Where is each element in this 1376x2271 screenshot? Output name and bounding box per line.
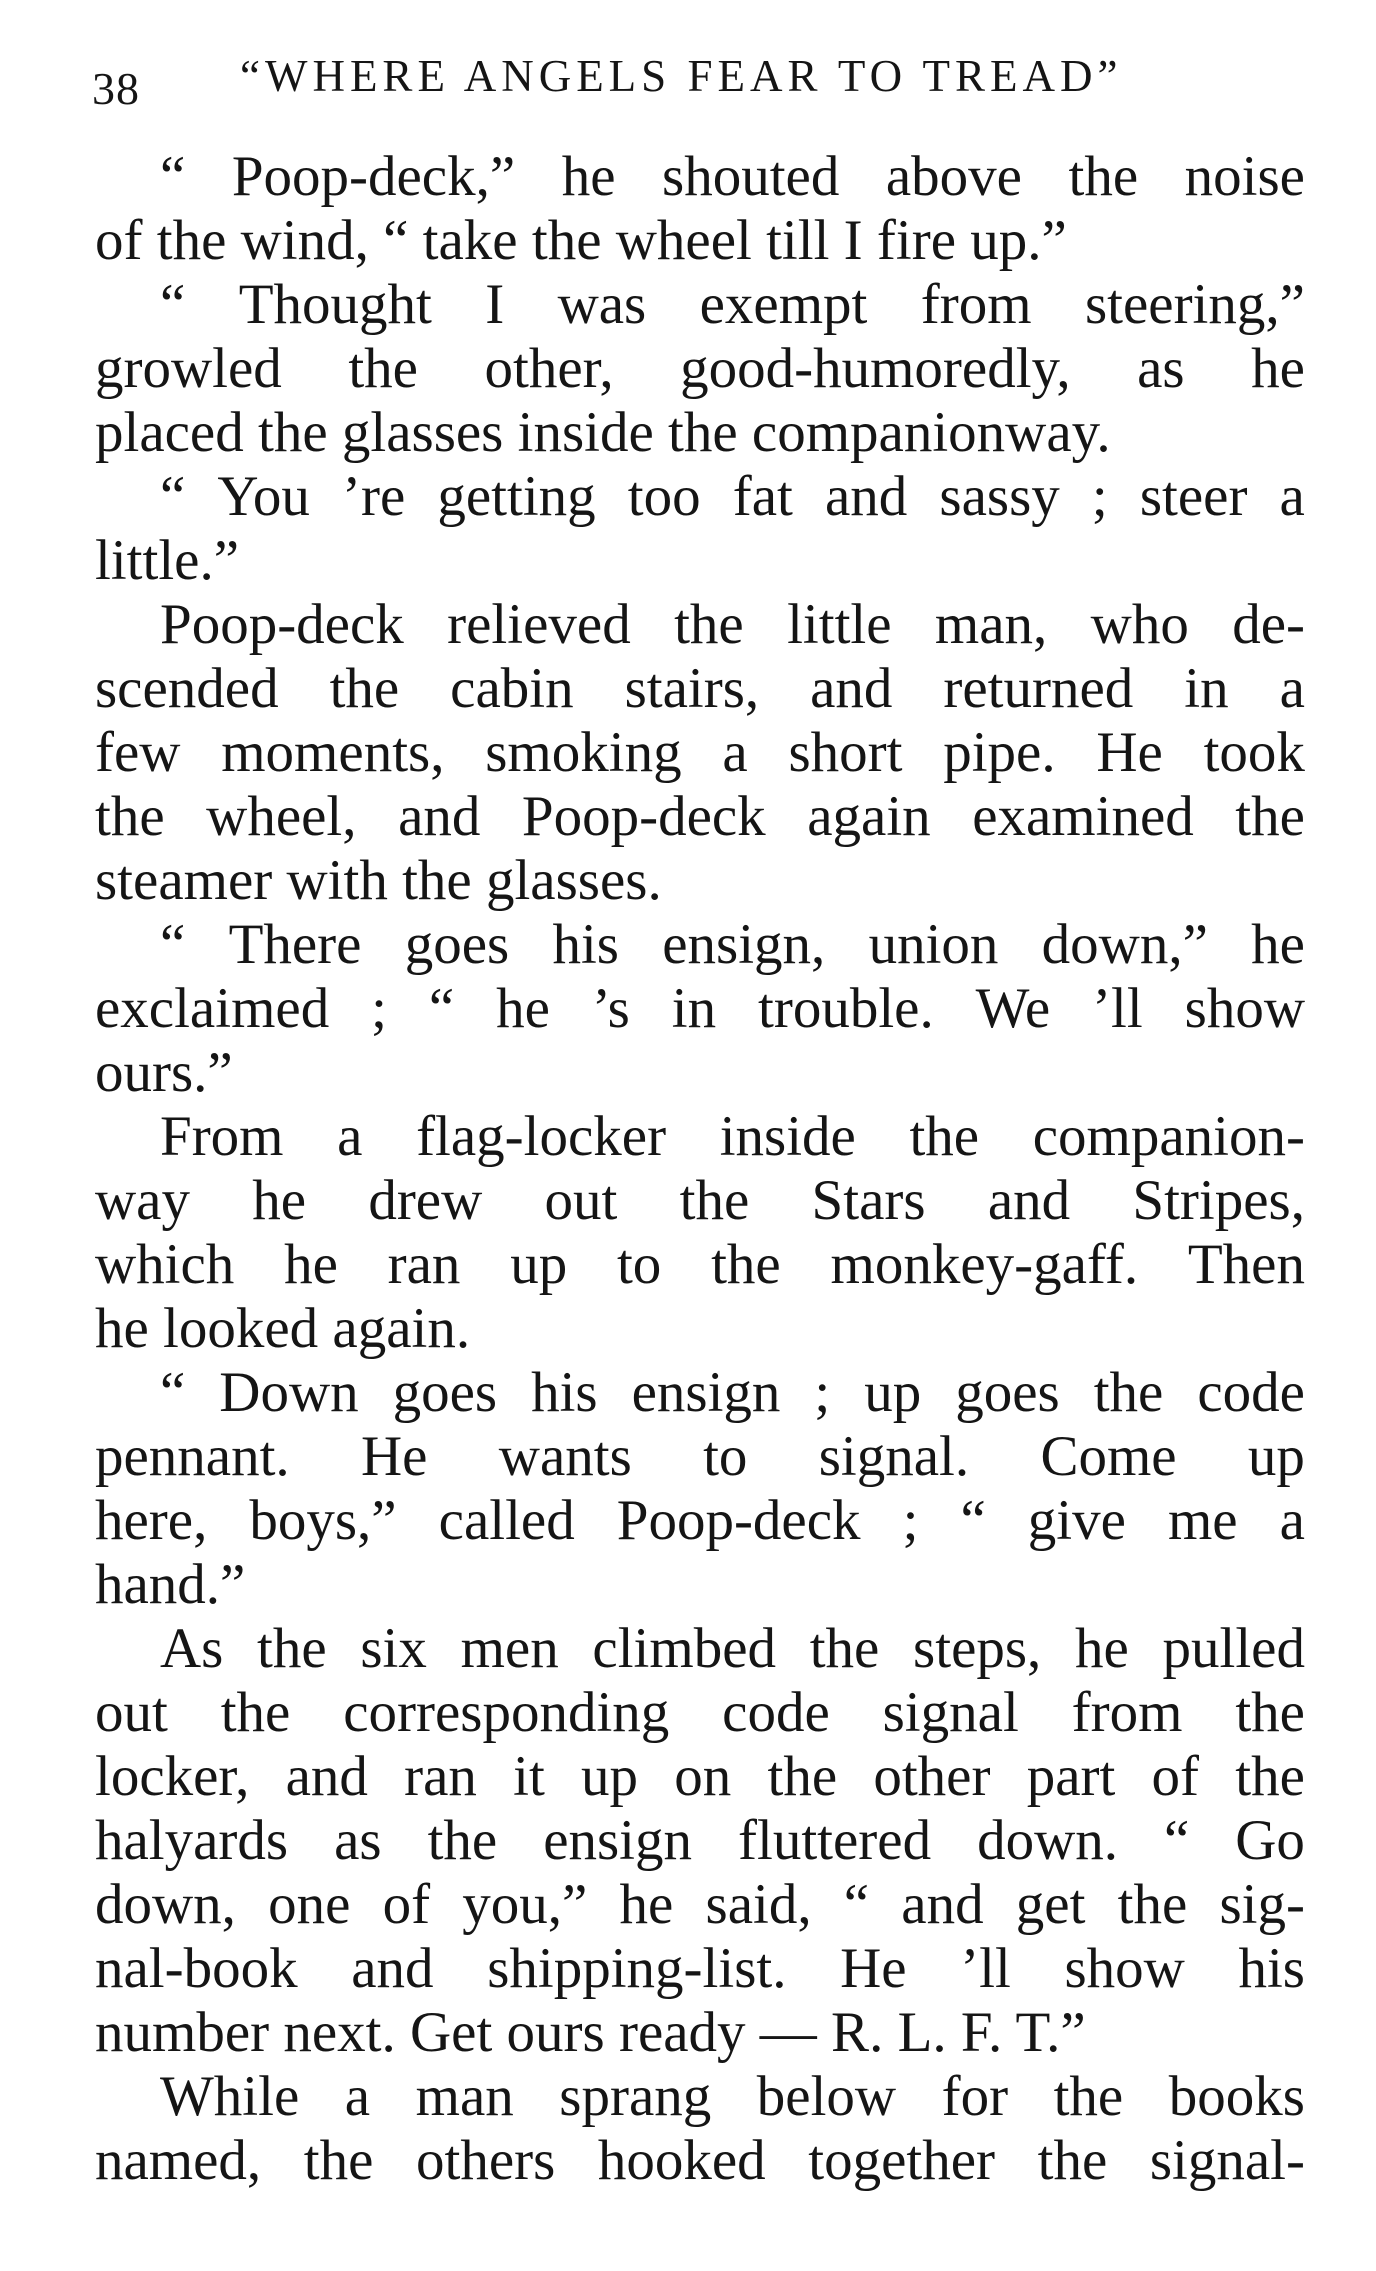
text-line: growled the other, good-humoredly, as he	[95, 337, 1305, 400]
text-line: of the wind, “ take the wheel till I fire up.”	[95, 209, 1067, 272]
text-line: he looked again.	[95, 1297, 471, 1360]
text-line: number next. Get ours ready — R. L. F. T.”	[95, 2001, 1086, 2064]
text-line: “ There goes his ensign, union down,” he	[160, 913, 1305, 976]
text-line: way he drew out the Stars and Stripes,	[95, 1169, 1305, 1232]
text-line: down, one of you,” he said, “ and get the sig-	[95, 1873, 1305, 1936]
page-number: 38	[92, 63, 140, 114]
text-line: few moments, smoking a short pipe. He took	[95, 721, 1305, 784]
text-line: locker, and ran it up on the other part of the	[95, 1745, 1305, 1808]
running-title: “WHERE ANGELS FEAR TO TREAD”	[240, 51, 1123, 101]
text-line: hand.”	[95, 1553, 246, 1616]
text-line: which he ran up to the monkey-gaff. Then	[95, 1233, 1305, 1296]
body-text	[95, 145, 1305, 2193]
text-line: little.”	[95, 529, 240, 592]
text-line: out the corresponding code signal from the	[95, 1681, 1305, 1744]
text-line: From a flag-locker inside the companion-	[160, 1105, 1305, 1168]
text-line: placed the glasses inside the companionway.	[95, 401, 1111, 464]
text-line: exclaimed ; “ he ’s in trouble. We ’ll show	[95, 977, 1305, 1040]
text-line: “ Thought I was exempt from steering,”	[160, 273, 1305, 336]
text-line: As the six men climbed the steps, he pulled	[160, 1617, 1305, 1680]
text-line: here, boys,” called Poop-deck ; “ give me a	[95, 1489, 1305, 1552]
text-line: nal-book and shipping-list. He ’ll show his	[95, 1937, 1305, 2000]
text-line: steamer with the glasses.	[95, 849, 662, 912]
text-line: While a man sprang below for the books	[160, 2065, 1305, 2128]
text-line: halyards as the ensign fluttered down. “ Go	[95, 1809, 1305, 1872]
text-line: pennant. He wants to signal. Come up	[95, 1425, 1305, 1488]
page-header	[92, 40, 1292, 114]
text-line: named, the others hooked together the signal-	[95, 2129, 1305, 2192]
text-line: “ Poop-deck,” he shouted above the noise	[160, 145, 1305, 208]
text-line: “ You ’re getting too fat and sassy ; steer a	[160, 465, 1305, 528]
text-line: ours.”	[95, 1041, 233, 1104]
text-line: “ Down goes his ensign ; up goes the code	[160, 1361, 1305, 1424]
text-line: scended the cabin stairs, and returned in a	[95, 657, 1305, 720]
text-line: the wheel, and Poop-deck again examined the	[95, 785, 1305, 848]
text-line: Poop-deck relieved the little man, who de-	[160, 593, 1305, 656]
